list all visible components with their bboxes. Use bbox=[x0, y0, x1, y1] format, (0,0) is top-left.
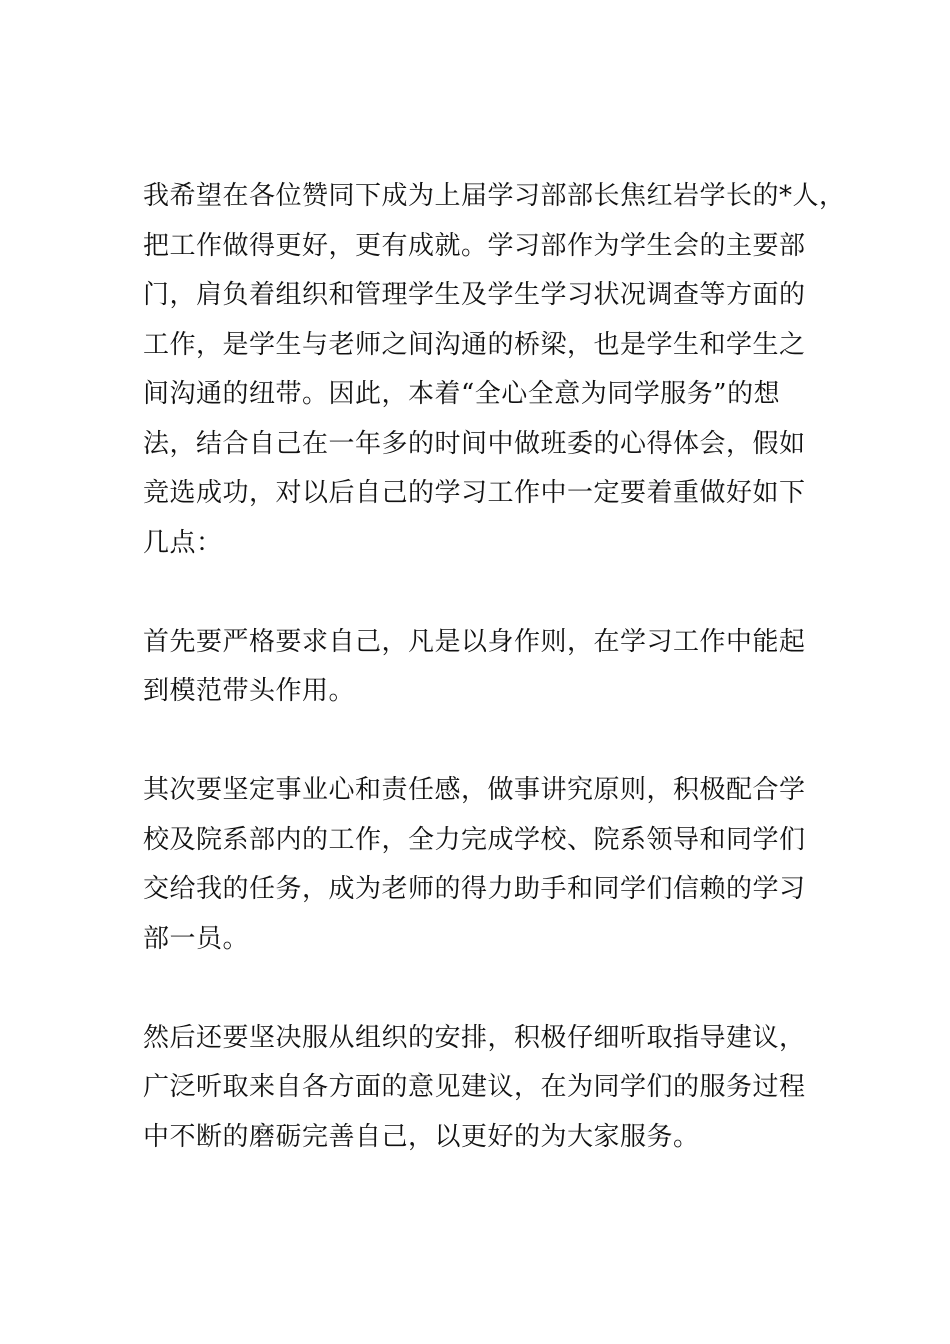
text-line: 中不断的磨砺完善自己，以更好的为大家服务。 bbox=[143, 1121, 700, 1152]
text-line: 竞选成功，对以后自己的学习工作中一定要着重做好如下 bbox=[143, 478, 806, 508]
paragraph-intro bbox=[143, 172, 846, 568]
paragraph-spacer bbox=[143, 568, 843, 618]
text-line: 然后还要坚决服从组织的安排，积极仔细听取指导建议， bbox=[143, 1022, 806, 1053]
text-line: 广泛听取来自各方面的意见建议，在为同学们的服务过程 bbox=[143, 1072, 806, 1102]
text-line: 几点： bbox=[143, 527, 223, 558]
paragraph-first-point bbox=[143, 618, 843, 717]
text-line: 部一员。 bbox=[143, 923, 250, 954]
paragraph-spacer bbox=[143, 964, 843, 1014]
document-body bbox=[143, 172, 846, 1162]
text-line: 校及院系部内的工作，全力完成学校、院系领导和同学们 bbox=[143, 824, 806, 855]
text-line: 交给我的任务，成为老师的得力助手和同学们信赖的学习 bbox=[143, 874, 806, 904]
paragraph-spacer bbox=[143, 717, 843, 767]
text-line: 工作，是学生与老师之间沟通的桥梁，也是学生和学生之 bbox=[143, 329, 806, 360]
text-line: 法，结合自己在一年多的时间中做班委的心得体会，假如 bbox=[143, 428, 806, 459]
text-line: 我希望在各位赞同下成为上届学习部部长焦红岩学长的*人， bbox=[143, 181, 846, 211]
text-line: 到模范带头作用。 bbox=[143, 676, 356, 706]
paragraph-third-point bbox=[143, 1014, 843, 1163]
paragraph-second-point bbox=[143, 766, 843, 964]
text-line: 首先要严格要求自己，凡是以身作则，在学习工作中能起 bbox=[143, 626, 806, 657]
text-line: 把工作做得更好，更有成就。学习部作为学生会的主要部 bbox=[143, 230, 806, 261]
text-line: 间沟通的纽带。因此，本着“全心全意为同学服务”的想 bbox=[143, 379, 781, 409]
text-line: 其次要坚定事业心和责任感，做事讲究原则，积极配合学 bbox=[143, 775, 806, 805]
text-line: 门，肩负着组织和管理学生及学生学习状况调查等方面的 bbox=[143, 280, 806, 310]
